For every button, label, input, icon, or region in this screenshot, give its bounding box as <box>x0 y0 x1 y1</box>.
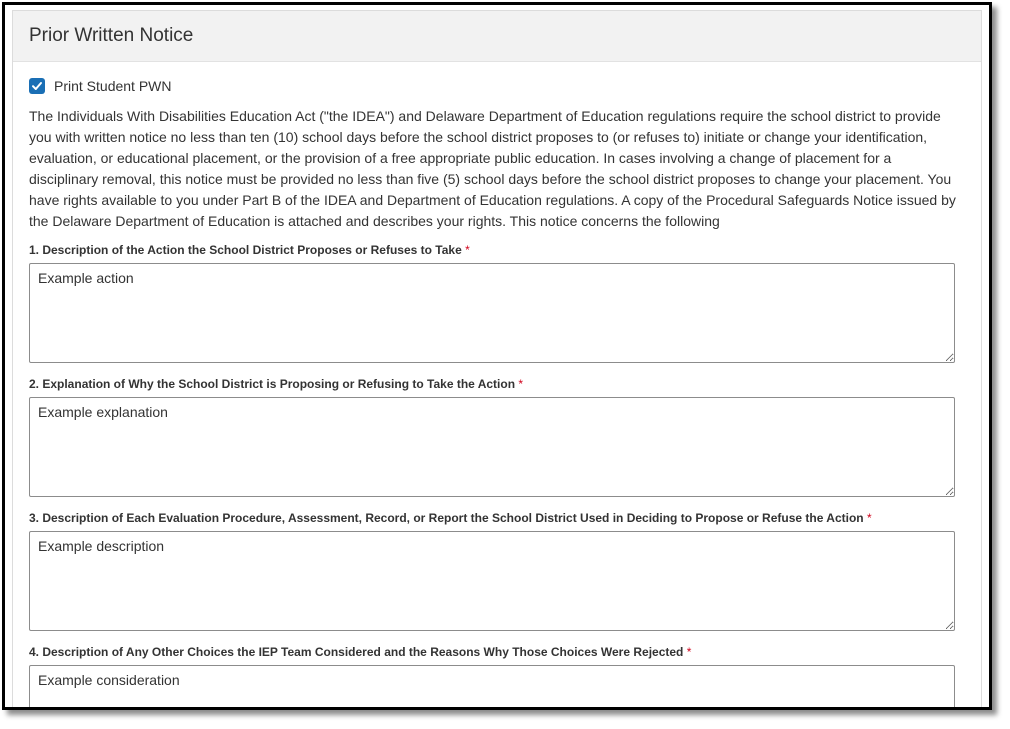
window-frame <box>2 2 992 710</box>
field-explanation <box>29 376 957 497</box>
field-label-text: 4. Description of Any Other Choices the IEP Team Considered and the Reasons Why Those Choices Were Rejected <box>29 645 684 659</box>
panel-body <box>13 62 981 710</box>
field-consideration <box>29 644 957 710</box>
required-marker: * <box>686 645 692 659</box>
required-marker: * <box>518 377 524 391</box>
field-action <box>29 242 957 363</box>
field-label <box>29 376 957 392</box>
page-title: Prior Written Notice <box>29 25 194 46</box>
required-marker: * <box>866 511 872 525</box>
action-textarea[interactable] <box>29 263 955 363</box>
description-textarea[interactable] <box>29 531 955 631</box>
intro-paragraph: The Individuals With Disabilities Education Act ("the IDEA") and Delaware Department of Education regulations require the school district to provide you with written notice no less than ten (10) school days before the school district proposes to (or refuses to) initiate or change your identification, evaluation, or educational placement, or the provision of a free appropriate public education. In cases involving a change of placement for a disciplinary removal, this notice must be provided no less than five (5) school days before the school district proposes to change your placement. You have rights available to you under Part B of the IDEA and Department of Education regulations. A copy of the Procedural Safeguards Notice issued by the Delaware Department of Education is attached and describes your rights. This notice concerns the following <box>29 108 956 229</box>
field-label <box>29 644 957 660</box>
print-student-pwn-checkbox[interactable] <box>29 78 45 94</box>
field-label <box>29 510 957 526</box>
print-student-pwn-row <box>29 76 957 96</box>
consideration-textarea[interactable] <box>29 665 955 710</box>
panel-header <box>13 11 981 62</box>
checkmark-icon <box>31 80 43 92</box>
field-label <box>29 242 957 258</box>
field-label-text: 1. Description of the Action the School District Proposes or Refuses to Take <box>29 243 462 257</box>
explanation-textarea[interactable] <box>29 397 955 497</box>
field-label-text: 2. Explanation of Why the School District is Proposing or Refusing to Take the Action <box>29 377 516 391</box>
required-marker: * <box>465 243 470 257</box>
field-label-text: 3. Description of Each Evaluation Procedure, Assessment, Record, or Report the School District Used in Deciding to Propose or Refuse the Action <box>29 511 864 525</box>
field-description <box>29 510 957 631</box>
print-student-pwn-label[interactable]: Print Student PWN <box>54 78 172 94</box>
prior-written-notice-panel <box>12 10 982 710</box>
